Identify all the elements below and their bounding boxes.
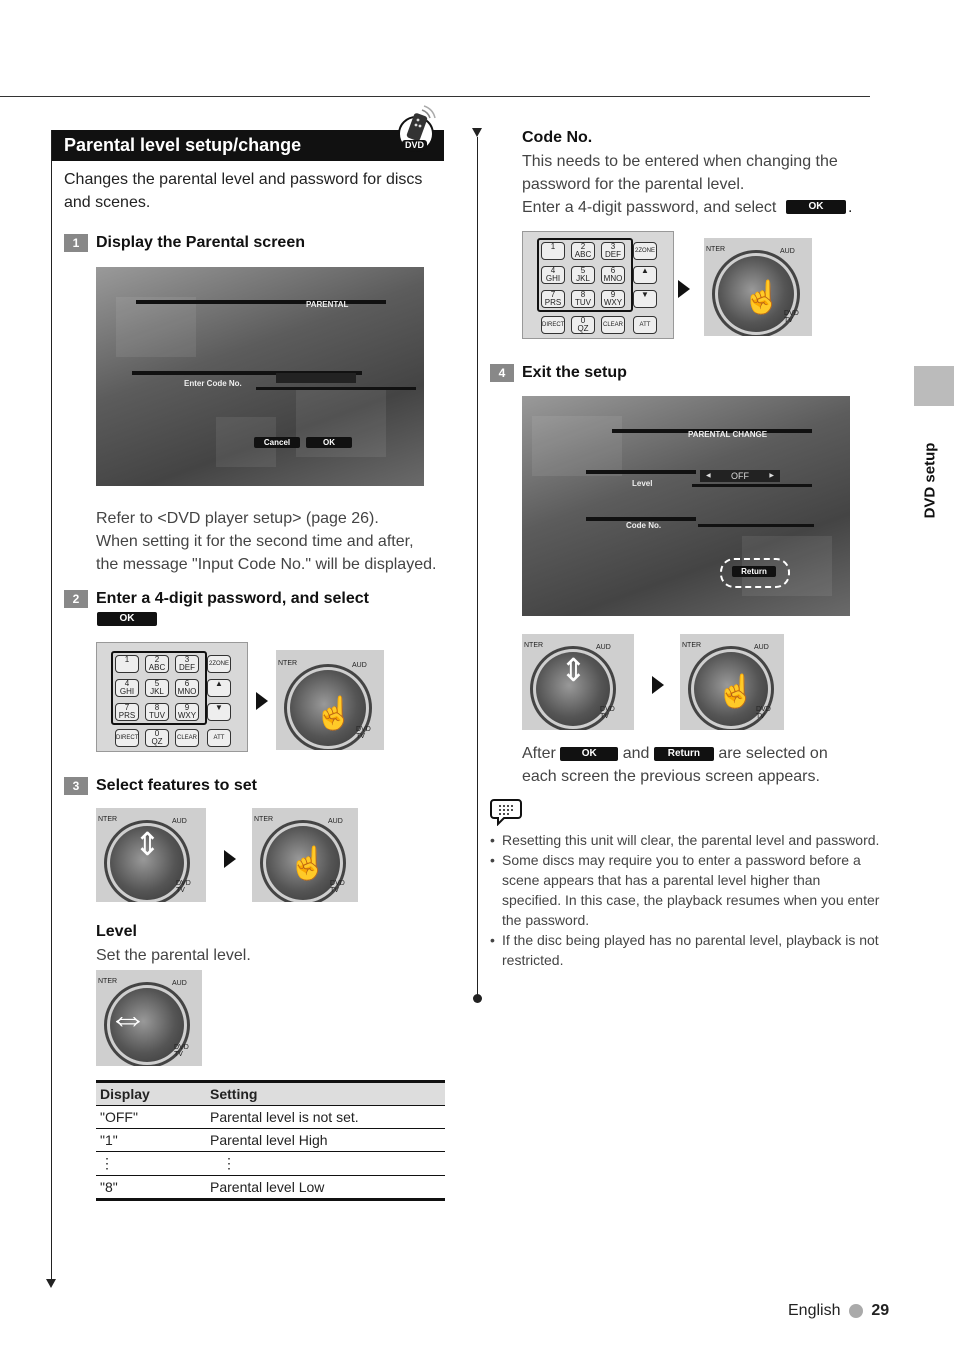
sidebar-label: DVD setup: [921, 442, 939, 519]
key-2[interactable]: 2 ABC: [145, 655, 169, 673]
key-6[interactable]: 6 MNO: [601, 266, 625, 284]
joystick-remote-updown-2: NTER AUD DVD TV ⇕: [522, 634, 634, 730]
table-cell: Parental level is not set.: [206, 1106, 445, 1129]
period: .: [848, 199, 853, 216]
level-title: Level: [96, 923, 137, 940]
section-intro: Changes the parental level and password for discs and scenes.: [64, 171, 423, 211]
table-cell: "8": [96, 1176, 206, 1200]
enter-code-label: Enter Code No.: [184, 379, 242, 388]
table-row: [96, 1152, 445, 1176]
press-hand-icon: ☝: [742, 279, 782, 315]
key-2[interactable]: 2 ABC: [571, 242, 595, 260]
key-clear[interactable]: CLEAR: [601, 316, 625, 334]
step-2-title: Enter a 4-digit password, and select: [96, 590, 369, 607]
parental-change-screen: [522, 396, 850, 616]
up-down-arrows-icon: ⇕: [560, 652, 587, 688]
table-cell: ⋮: [96, 1152, 206, 1176]
and-word: and: [622, 745, 650, 762]
step-2-ok-button: OK: [97, 612, 157, 626]
chevron-right-icon: ▶: [769, 473, 774, 479]
key-5[interactable]: 5 JKL: [571, 266, 595, 284]
after-return-button: Return: [654, 747, 714, 761]
sidebar-tab-marker: [914, 366, 954, 406]
table-row: [96, 1106, 445, 1129]
key-rvol-down[interactable]: ▼: [633, 290, 657, 308]
return-button[interactable]: Return: [732, 566, 776, 577]
left-column-rule: [51, 130, 52, 1280]
step-2-number: 2: [64, 590, 88, 608]
after-word: After: [522, 745, 556, 762]
key-rvol-down[interactable]: ▼: [207, 703, 231, 721]
parental-level-table: [96, 1080, 445, 1201]
table-header-setting: Setting: [206, 1082, 445, 1106]
key-4[interactable]: 4 GHI: [115, 679, 139, 697]
code-no-label: Code No.: [626, 521, 662, 530]
level-value-selector[interactable]: [700, 470, 780, 482]
list-item: • Some discs may require you to enter a password before a scene appears that has a parental level higher than specified. In this case, the playback resumes when you enter the password.: [490, 852, 880, 928]
dvd-badge: DVD: [402, 140, 427, 150]
key-5[interactable]: 5 JKL: [145, 679, 169, 697]
after-line-1: [522, 742, 862, 765]
key-1[interactable]: 1: [115, 655, 139, 673]
parental-change-heading: PARENTAL CHANGE: [688, 430, 768, 439]
table-row: [96, 1129, 445, 1152]
key-1[interactable]: 1: [541, 242, 565, 260]
key-0[interactable]: 0 QZ: [571, 316, 595, 334]
code-no-ok-button: OK: [786, 200, 846, 214]
parental-screen-heading: PARENTAL: [306, 300, 349, 309]
keypad-remote-2: [522, 231, 674, 339]
key-3[interactable]: 3 DEF: [601, 242, 625, 260]
joystick-remote-press-2: NTER AUD DVD TV ☝: [704, 238, 812, 336]
joystick-remote-press: NTER AUD DVD TV ☝: [252, 808, 358, 902]
transition-arrow-icon: [678, 280, 690, 298]
code-no-line-1: This needs to be entered when changing the: [522, 153, 838, 170]
ok-button[interactable]: OK: [306, 437, 352, 448]
step-1-number: 1: [64, 234, 88, 252]
table-cell: Parental level Low: [206, 1176, 445, 1200]
key-direct[interactable]: DIRECT: [115, 729, 139, 747]
chevron-left-icon: ◀: [706, 473, 711, 479]
level-value: OFF: [731, 471, 749, 481]
joystick-remote-press-3: NTER AUD DVD TV ☝: [680, 634, 784, 730]
key-att[interactable]: ATT: [633, 316, 657, 334]
parental-screen: [96, 267, 424, 486]
press-hand-icon: ☝: [314, 695, 354, 731]
key-rvol-up[interactable]: ▲: [633, 266, 657, 284]
are-selected-text: are selected on: [718, 745, 828, 762]
key-6[interactable]: 6 MNO: [175, 679, 199, 697]
code-no-line-3: Enter a 4-digit password, and select: [522, 199, 777, 216]
step-1-note-1: Refer to <DVD player setup> (page 26).: [96, 510, 379, 527]
step-3-title: Select features to set: [96, 777, 257, 794]
key-4[interactable]: 4 GHI: [541, 266, 565, 284]
step-1-note-3: the message "Input Code No." will be displayed.: [96, 556, 437, 573]
step-4-title: Exit the setup: [522, 364, 627, 381]
left-right-arrows-icon: ⇔: [108, 996, 148, 1040]
list-item: • If the disc being played has no parental level, playback is not restricted.: [490, 932, 879, 968]
cancel-button[interactable]: Cancel: [254, 437, 300, 448]
list-item: • Resetting this unit will clear, the parental level and password.: [490, 832, 880, 848]
after-ok-button: OK: [560, 747, 618, 761]
transition-arrow-icon: [224, 850, 236, 868]
press-hand-icon: ☝: [288, 845, 328, 881]
level-label: Level: [632, 479, 653, 488]
footer-dot-icon: [849, 1304, 863, 1318]
page-number: 29: [871, 1302, 890, 1319]
top-rule: [0, 96, 870, 97]
up-down-arrows-icon: ⇕: [134, 826, 161, 862]
press-hand-icon: ☝: [716, 673, 756, 709]
key-8[interactable]: 8 TUV: [571, 290, 595, 308]
table-cell: Parental level High: [206, 1129, 445, 1152]
right-column-rule: [477, 137, 478, 997]
step-1-note-2: When setting it for the second time and after,: [96, 533, 414, 550]
key-9[interactable]: 9 WXY: [175, 703, 199, 721]
joystick-remote: NTER AUD DVD TV ☝: [276, 650, 384, 750]
joystick-remote-leftright: NTER AUD DVD TV ⇔: [96, 970, 202, 1066]
key-8[interactable]: 8 TUV: [145, 703, 169, 721]
keypad-remote: [96, 642, 248, 752]
key-7[interactable]: 7 PRS: [115, 703, 139, 721]
footer-language: English: [788, 1302, 841, 1319]
right-column-arrow: [472, 128, 482, 137]
transition-arrow-icon: [652, 676, 664, 694]
footer: [788, 1302, 889, 1320]
code-no-line-2: password for the parental level.: [522, 176, 745, 193]
right-column-end-dot: [473, 994, 482, 1003]
note-icon: [490, 796, 524, 831]
key-att[interactable]: ATT: [207, 729, 231, 747]
code-no-title: Code No.: [522, 129, 593, 146]
dvd-remote-icon: [392, 104, 440, 152]
step-1-title: Display the Parental screen: [96, 234, 305, 251]
table-row: [96, 1176, 445, 1200]
key-7[interactable]: 7 PRS: [541, 290, 565, 308]
key-clear[interactable]: CLEAR: [175, 729, 199, 747]
key-rvol-up[interactable]: ▲: [207, 679, 231, 697]
key-0[interactable]: 0 QZ: [145, 729, 169, 747]
transition-arrow-icon: [256, 692, 268, 710]
table-cell: ⋮: [206, 1152, 445, 1176]
level-desc: Set the parental level.: [96, 947, 251, 964]
left-column-arrow: [46, 1279, 56, 1288]
joystick-remote-updown: NTER AUD DVD TV ⇕: [96, 808, 206, 902]
key-direct[interactable]: DIRECT: [541, 316, 565, 334]
table-header-display: Display: [96, 1082, 206, 1106]
key-9[interactable]: 9 WXY: [601, 290, 625, 308]
table-cell: "OFF": [96, 1106, 206, 1129]
after-line-2: each screen the previous screen appears.: [522, 768, 820, 785]
section-title: Parental level setup/change: [52, 130, 444, 161]
key-2zone[interactable]: 2ZONE: [207, 655, 231, 673]
step-3-number: 3: [64, 777, 88, 795]
key-2zone[interactable]: 2ZONE: [633, 242, 657, 260]
table-cell: "1": [96, 1129, 206, 1152]
step-4-number: 4: [490, 364, 514, 382]
key-3[interactable]: 3 DEF: [175, 655, 199, 673]
notes-list: [486, 830, 882, 970]
